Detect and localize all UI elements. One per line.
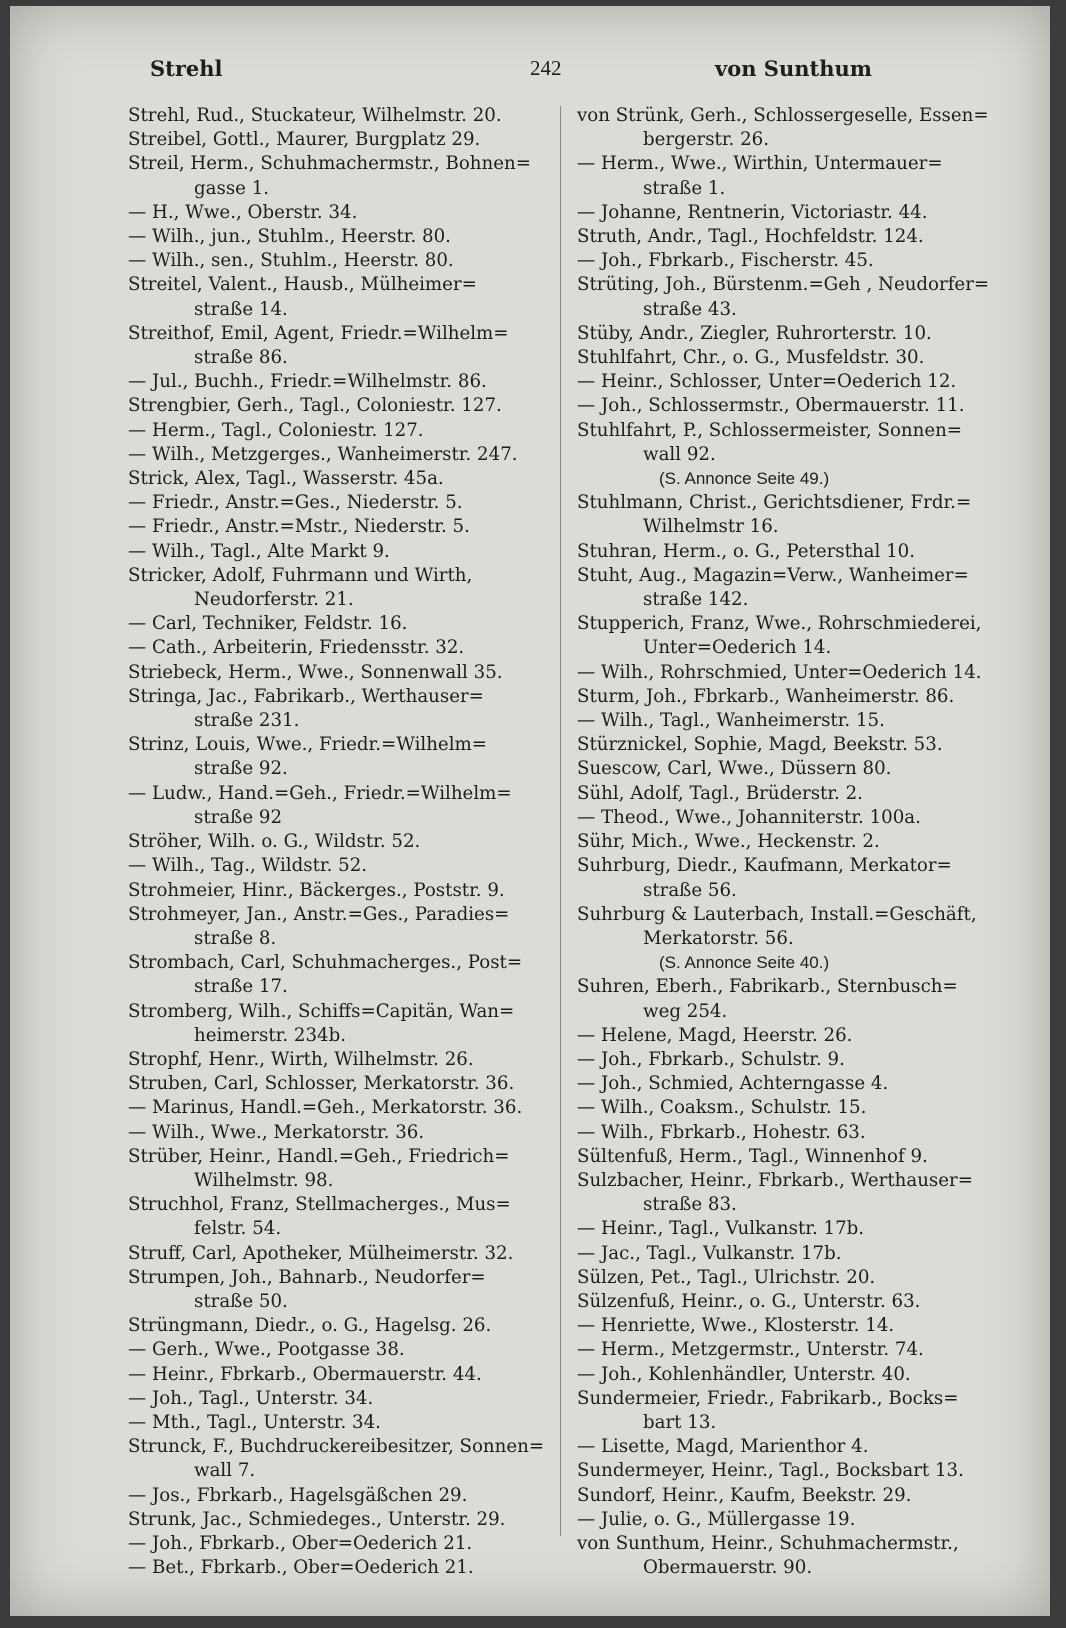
directory-entry: — Herm., Tagl., Coloniestr. 127. <box>128 419 424 441</box>
entry-continuation: Unter=Oederich 14. <box>643 637 832 659</box>
directory-entry: Strehl, Rud., Stuckateur, Wilhelmstr. 20. <box>128 105 502 126</box>
directory-entry: — Theod., Wwe., Johanniterstr. 100a. <box>577 806 921 828</box>
directory-entry: — Wilh., Wwe., Merkatorstr. 36. <box>128 1121 425 1143</box>
directory-entry: — Bet., Fbrkarb., Ober=Oederich 21. <box>128 1557 474 1579</box>
entry-continuation: straße 231. <box>194 710 300 732</box>
directory-entry: Strunk, Jac., Schmiedeges., Unterstr. 29. <box>128 1508 506 1530</box>
directory-entry: Sulzbacher, Heinr., Fbrkarb., Werthauser= <box>577 1169 973 1191</box>
directory-entry: — Heinr., Schlosser, Unter=Oederich 12. <box>577 371 957 393</box>
entry-continuation: Merkatorstr. 56. <box>643 927 794 949</box>
directory-entry: — Wilh., Coaksm., Schulstr. 15. <box>577 1097 867 1119</box>
directory-entry: Sülzenfuß, Heinr., o. G., Unterstr. 63. <box>577 1290 921 1312</box>
directory-entry: Stuhran, Herm., o. G., Petersthal 10. <box>577 540 916 562</box>
entry-continuation: bart 13. <box>643 1411 717 1433</box>
directory-entry: — Herm., Wwe., Wirthin, Untermauer= <box>577 153 943 175</box>
directory-entry: Stüby, Andr., Ziegler, Ruhrorterstr. 10. <box>577 322 932 344</box>
directory-entry: Suhrburg & Lauterbach, Install.=Geschäft, <box>577 903 977 925</box>
entry-continuation: Wilhelmstr 16. <box>643 516 779 538</box>
entry-continuation: felstr. 54. <box>194 1218 282 1240</box>
entry-continuation: straße 142. <box>643 589 749 611</box>
directory-entry: — Lisette, Magd, Marienthor 4. <box>577 1436 869 1458</box>
directory-entry: Sülzen, Pet., Tagl., Ulrichstr. 20. <box>577 1266 876 1288</box>
directory-entry: Streithof, Emil, Agent, Friedr.=Wilhelm= <box>128 322 509 344</box>
directory-entry: Stricker, Adolf, Fuhrmann und Wirth, <box>128 564 473 586</box>
directory-entry: — Joh., Kohlenhändler, Unterstr. 40. <box>577 1363 911 1385</box>
directory-entry: Streil, Herm., Schuhmachermstr., Bohnen= <box>128 153 531 175</box>
directory-entry: Sültenfuß, Herm., Tagl., Winnenhof 9. <box>577 1145 928 1167</box>
directory-entry: Streibel, Gottl., Maurer, Burgplatz 29. <box>128 129 481 151</box>
directory-entry: Stringa, Jac., Fabrikarb., Werthauser= <box>128 685 484 707</box>
directory-entry: Strüber, Heinr., Handl.=Geh., Friedrich= <box>128 1145 510 1167</box>
directory-entry: Strophf, Henr., Wirth, Wilhelmstr. 26. <box>128 1048 474 1070</box>
entry-continuation: wall 92. <box>643 443 716 465</box>
directory-entry: — Ludw., Hand.=Geh., Friedr.=Wilhelm= <box>128 782 512 804</box>
directory-entry: Striebeck, Herm., Wwe., Sonnenwall 35. <box>128 661 503 683</box>
directory-entry: Struben, Carl, Schlosser, Merkatorstr. 36. <box>128 1073 515 1095</box>
directory-entry: Sundorf, Heinr., Kaufm, Beekstr. 29. <box>577 1484 912 1506</box>
entry-continuation: straße 92 <box>194 806 283 828</box>
directory-entry: Ströher, Wilh. o. G., Wildstr. 52. <box>128 831 421 853</box>
directory-entry: — Cath., Arbeiterin, Friedensstr. 32. <box>128 637 465 659</box>
entry-continuation: straße 17. <box>194 976 288 998</box>
directory-entry: — Wilh., jun., Stuhlm., Heerstr. 80. <box>128 226 451 248</box>
directory-entry: — Joh., Fbrkarb., Fischerstr. 45. <box>577 250 874 272</box>
directory-entry: Sühr, Mich., Wwe., Heckenstr. 2. <box>577 831 880 853</box>
entry-continuation: Neudorferstr. 21. <box>194 589 354 611</box>
directory-entry: Stuhlmann, Christ., Gerichtsdiener, Frdr.= <box>577 492 972 514</box>
directory-entry: — Gerh., Wwe., Pootgasse 38. <box>128 1339 405 1361</box>
directory-entry: — Johanne, Rentnerin, Victoriastr. 44. <box>577 201 928 223</box>
directory-entry: — Wilh., Tagl., Wanheimerstr. 15. <box>577 710 885 732</box>
directory-entry: — Wilh., Rohrschmied, Unter=Oederich 14. <box>577 661 982 683</box>
directory-entry: Suhren, Eberh., Fabrikarb., Sternbusch= <box>577 976 958 998</box>
directory-entry: von Sunthum, Heinr., Schuhmachermstr., <box>577 1532 959 1554</box>
directory-entry: — Jos., Fbrkarb., Hagelsgäßchen 29. <box>128 1484 468 1506</box>
directory-entry: Strohmeyer, Jan., Anstr.=Ges., Paradies= <box>128 903 510 925</box>
directory-entry: Strüting, Joh., Bürstenm.=Geh , Neudorfer= <box>577 274 990 296</box>
directory-entry: Suhrburg, Diedr., Kaufmann, Merkator= <box>577 855 952 877</box>
entry-continuation: heimerstr. 234b. <box>194 1024 347 1046</box>
directory-entry: — Jac., Tagl., Vulkanstr. 17b. <box>577 1242 842 1264</box>
directory-entry: — Friedr., Anstr.=Ges., Niederstr. 5. <box>128 492 463 514</box>
directory-entry: — H., Wwe., Oberstr. 34. <box>128 201 358 223</box>
directory-entry: — Wilh., Tag., Wildstr. 52. <box>128 855 368 877</box>
directory-entry: Suescow, Carl, Wwe., Düssern 80. <box>577 758 892 780</box>
entry-continuation: straße 56. <box>643 879 737 901</box>
directory-entry: Sundermeyer, Heinr., Tagl., Bocksbart 13. <box>577 1460 964 1482</box>
directory-entry: von Strünk, Gerh., Schlossergeselle, Essen= <box>577 105 989 126</box>
directory-entry: — Joh., Schlossermstr., Obermauerstr. 11. <box>577 395 965 417</box>
directory-entry: Sühl, Adolf, Tagl., Brüderstr. 2. <box>577 782 863 804</box>
right-column <box>577 104 1007 1580</box>
directory-entry: — Marinus, Handl.=Geh., Merkatorstr. 36. <box>128 1097 523 1119</box>
entry-continuation: wall 7. <box>194 1460 256 1482</box>
directory-entry: — Mth., Tagl., Unterstr. 34. <box>128 1411 381 1433</box>
directory-entry: Strinz, Louis, Wwe., Friedr.=Wilhelm= <box>128 734 487 756</box>
directory-entry: Sturm, Joh., Fbrkarb., Wanheimerstr. 86. <box>577 685 955 707</box>
entry-continuation: straße 83. <box>643 1194 737 1216</box>
entry-continuation: straße 86. <box>194 347 288 369</box>
directory-entry: — Henriette, Wwe., Klosterstr. 14. <box>577 1315 895 1337</box>
directory-entry: Stuhlfahrt, Chr., o. G., Musfeldstr. 30. <box>577 347 925 369</box>
directory-entry: — Julie, o. G., Müllergasse 19. <box>577 1508 856 1530</box>
directory-entry: Strüngmann, Diedr., o. G., Hagelsg. 26. <box>128 1315 492 1337</box>
entry-continuation: weg 254. <box>643 1000 728 1022</box>
directory-entry: — Helene, Magd, Heerstr. 26. <box>577 1024 853 1046</box>
running-head-left: Strehl <box>150 56 223 81</box>
page-number: 242 <box>530 56 562 80</box>
directory-entry: — Friedr., Anstr.=Mstr., Niederstr. 5. <box>128 516 470 538</box>
annonce-note: (S. Annonce Seite 40.) <box>659 953 830 973</box>
left-column <box>128 104 548 1580</box>
entry-continuation: straße 50. <box>194 1290 288 1312</box>
column-divider <box>560 106 561 1536</box>
directory-entry: — Wilh., Tagl., Alte Markt 9. <box>128 540 390 562</box>
entry-continuation: Wilhelmstr. 98. <box>194 1169 334 1191</box>
directory-entry: Struchhol, Franz, Stellmacherges., Mus= <box>128 1194 511 1216</box>
directory-entry: — Wilh., Fbrkarb., Hohestr. 63. <box>577 1121 866 1143</box>
running-head-right: von Sunthum <box>715 56 872 81</box>
directory-entry: Stuhlfahrt, P., Schlossermeister, Sonnen= <box>577 419 963 441</box>
directory-entry: — Heinr., Tagl., Vulkanstr. 17b. <box>577 1218 865 1240</box>
entry-continuation: straße 8. <box>194 927 277 949</box>
entry-continuation: straße 14. <box>194 298 288 320</box>
annonce-note: (S. Annonce Seite 49.) <box>659 469 830 489</box>
directory-entry: Stuht, Aug., Magazin=Verw., Wanheimer= <box>577 564 969 586</box>
directory-entry: — Wilh., sen., Stuhlm., Heerstr. 80. <box>128 250 454 272</box>
directory-entry: — Heinr., Fbrkarb., Obermauerstr. 44. <box>128 1363 482 1385</box>
directory-entry: Struth, Andr., Tagl., Hochfeldstr. 124. <box>577 226 924 248</box>
directory-entry: — Joh., Fbrkarb., Ober=Oederich 21. <box>128 1532 473 1554</box>
directory-entry: — Joh., Schmied, Achterngasse 4. <box>577 1073 889 1095</box>
directory-entry: — Jul., Buchh., Friedr.=Wilhelmstr. 86. <box>128 371 487 393</box>
directory-entry: Stromberg, Wilh., Schiffs=Capitän, Wan= <box>128 1000 515 1022</box>
directory-entry: Strick, Alex, Tagl., Wasserstr. 45a. <box>128 468 444 490</box>
directory-entry: Sundermeier, Friedr., Fabrikarb., Bocks= <box>577 1387 959 1409</box>
entry-continuation: bergerstr. 26. <box>643 129 770 151</box>
entry-continuation: Obermauerstr. 90. <box>643 1557 813 1579</box>
directory-entry: — Carl, Techniker, Feldstr. 16. <box>128 613 408 635</box>
directory-entry: Strohmeier, Hinr., Bäckerges., Poststr. 9. <box>128 879 505 901</box>
directory-entry: Stupperich, Franz, Wwe., Rohrschmiederei, <box>577 613 982 635</box>
entry-continuation: straße 1. <box>643 177 726 199</box>
directory-entry: — Wilh., Metzgerges., Wanheimerstr. 247. <box>128 443 518 465</box>
directory-page <box>10 6 1050 1616</box>
directory-entry: Streitel, Valent., Hausb., Mülheimer= <box>128 274 477 296</box>
directory-entry: Strengbier, Gerh., Tagl., Coloniestr. 127. <box>128 395 502 417</box>
directory-entry: — Joh., Fbrkarb., Schulstr. 9. <box>577 1048 845 1070</box>
entry-continuation: straße 43. <box>643 298 737 320</box>
directory-entry: Struff, Carl, Apotheker, Mülheimerstr. 32. <box>128 1242 514 1264</box>
directory-entry: Strombach, Carl, Schuhmacherges., Post= <box>128 952 523 974</box>
directory-entry: Strunck, F., Buchdruckereibesitzer, Sonnen= <box>128 1436 545 1458</box>
directory-entry: — Joh., Tagl., Unterstr. 34. <box>128 1387 374 1409</box>
entry-continuation: gasse 1. <box>194 177 270 199</box>
entry-continuation: straße 92. <box>194 758 288 780</box>
directory-entry: — Herm., Metzgermstr., Unterstr. 74. <box>577 1339 924 1361</box>
directory-entry: Stürznickel, Sophie, Magd, Beekstr. 53. <box>577 734 943 756</box>
directory-entry: Strumpen, Joh., Bahnarb., Neudorfer= <box>128 1266 486 1288</box>
